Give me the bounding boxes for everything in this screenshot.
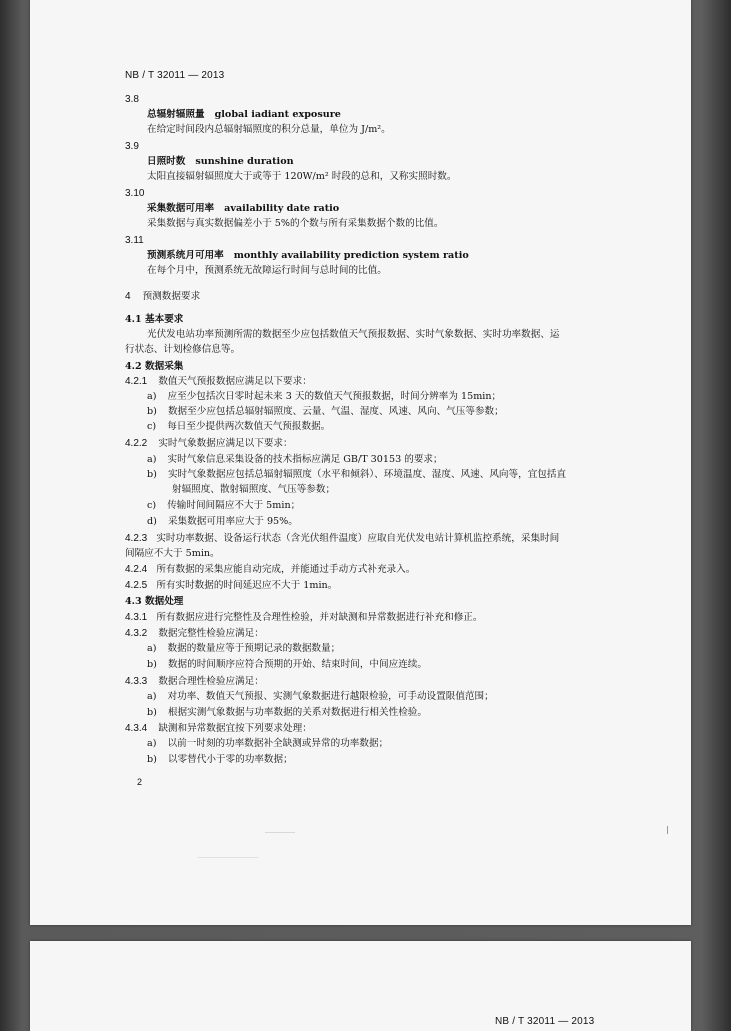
list-text: 应至少包括次日零时起未来 3 天的数值天气预报数据，时间分辨率为 15min； <box>167 391 502 402</box>
term-entry <box>147 203 339 215</box>
clause <box>125 612 483 624</box>
clause-number: 3.10 <box>125 188 145 199</box>
scan-speck <box>265 832 295 833</box>
subsection-heading: 4.2 数据采集 <box>125 361 184 372</box>
clause-number: 3.8 <box>125 94 139 105</box>
list-item <box>147 500 300 512</box>
list-item <box>147 738 388 750</box>
clause <box>125 628 264 640</box>
term-definition: 在每个月中，预测系统无故障运行时间与总时间的比值。 <box>147 265 387 276</box>
clause <box>125 676 264 688</box>
term-chinese: 日照时数 <box>147 156 186 167</box>
clause <box>125 723 312 735</box>
clause <box>125 580 337 592</box>
list-label: a) <box>147 738 157 749</box>
section-heading <box>125 291 200 303</box>
section-title: 预测数据要求 <box>142 291 201 302</box>
clause-number: 4.2.2 <box>125 438 148 449</box>
list-text: 采集数据可用率应大于 95%。 <box>167 516 298 527</box>
list-item <box>147 707 427 719</box>
clause-number: 4.3.1 <box>125 612 148 623</box>
list-text: 数据的数量应等于预期记录的数据数量； <box>167 643 341 654</box>
list-text-continuation: 射辐照度、散射辐照度、气压等参数； <box>172 484 336 495</box>
subsection-heading: 4.1 基本要求 <box>125 314 184 325</box>
list-text: 实时气象信息采集设备的技术指标应满足 GB/T 30153 的要求； <box>167 454 443 465</box>
page-header: NB / T 32011 — 2013 <box>495 1016 595 1027</box>
clause-number: 3.11 <box>125 235 144 246</box>
term-english: availability date ratio <box>224 203 340 214</box>
list-item <box>147 754 293 766</box>
term-english: global iadiant exposure <box>214 109 341 120</box>
list-item <box>147 643 340 655</box>
scan-speck <box>667 826 668 834</box>
clause-number: 3.9 <box>125 141 139 152</box>
clause-number: 4.2.4 <box>125 564 148 575</box>
term-english: sunshine duration <box>195 156 294 167</box>
list-text: 根据实测气象数据与功率数据的关系对数据进行相关性检验。 <box>167 707 427 718</box>
scan-speck <box>198 857 258 858</box>
paragraph-line: 行状态、计划检修信息等。 <box>125 344 241 355</box>
list-label: b) <box>147 469 157 480</box>
list-item <box>147 391 501 403</box>
list-text: 传输时间间隔应不大于 5min； <box>167 500 301 511</box>
term-chinese: 预测系统月可用率 <box>147 250 224 261</box>
clause <box>125 376 312 388</box>
list-label: b) <box>147 707 157 718</box>
list-item <box>147 454 443 466</box>
document-page-2 <box>30 941 691 1031</box>
list-item <box>147 406 504 418</box>
list-text: 实时气象数据应包括总辐射辐照度（水平和倾斜）、环境温度、湿度、风速、风向等，宜包括直 <box>167 469 567 480</box>
list-label: d) <box>147 516 157 527</box>
list-label: b) <box>147 406 157 417</box>
list-item <box>147 469 566 481</box>
clause-text: 所有数据应进行完整性及合理性检验，并对缺测和异常数据进行补充和修正。 <box>156 612 483 623</box>
term-definition: 在给定时间段内总辐射辐照度的积分总量，单位为 J/m²。 <box>147 124 391 135</box>
list-label: c) <box>147 500 157 511</box>
list-text: 数据至少应包括总辐射辐照度、云量、气温、湿度、风速、风向、气压等参数； <box>167 406 504 417</box>
clause-text: 所有实时数据的时间延迟应不大于 1min。 <box>156 580 338 591</box>
paragraph-line: 光伏发电站功率预测所需的数据至少应包括数值天气预报数据、实时气象数据、实时功率数据、运 <box>147 329 560 340</box>
clause-text: 数据合理性检验应满足： <box>158 676 264 687</box>
clause-text: 实时气象数据应满足以下要求： <box>158 438 293 449</box>
list-label: a) <box>147 691 157 702</box>
clause-number: 4.3.3 <box>125 676 148 687</box>
list-text: 对功率、数值天气预报、实测气象数据进行越限检验，可手动设置限值范围； <box>167 691 494 702</box>
page-number: 2 <box>137 777 143 787</box>
list-text: 以前一时刻的功率数据补全缺测或异常的功率数据； <box>167 738 389 749</box>
subsection-heading: 4.3 数据处理 <box>125 596 184 607</box>
clause-text: 数值天气预报数据应满足以下要求： <box>158 376 312 387</box>
term-english: monthly availability prediction system ratio <box>233 250 469 261</box>
term-chinese: 总辐射辐照量 <box>147 109 205 120</box>
list-label: c) <box>147 421 157 432</box>
term-definition: 采集数据与真实数据偏差小于 5%的个数与所有采集数据个数的比值。 <box>147 218 444 229</box>
clause-number: 4.2.5 <box>125 580 148 591</box>
term-chinese: 采集数据可用率 <box>147 203 215 214</box>
list-label: b) <box>147 754 157 765</box>
clause-text: 所有数据的采集应能自动完成，并能通过手动方式补充录入。 <box>156 564 416 575</box>
page-header: NB / T 32011 — 2013 <box>125 70 225 81</box>
term-entry <box>147 109 341 121</box>
clause <box>125 438 293 450</box>
clause-number: 4.2.1 <box>125 376 148 387</box>
document-page-1 <box>30 0 691 925</box>
term-entry <box>147 156 294 168</box>
clause-number: 4.3.4 <box>125 723 148 734</box>
clause-text: 实时功率数据、设备运行状态（含光伏组件温度）应取自光伏发电站计算机监控系统，采集时间 <box>156 533 560 544</box>
term-entry <box>147 250 469 262</box>
list-item <box>147 421 330 433</box>
section-number: 4 <box>125 291 131 302</box>
list-label: b) <box>147 659 157 670</box>
clause-number: 4.3.2 <box>125 628 148 639</box>
clause-text: 数据完整性检验应满足： <box>158 628 264 639</box>
list-text: 以零替代小于零的功率数据； <box>167 754 293 765</box>
list-text: 数据的时间顺序应符合预期的开始、结束时间，中间应连续。 <box>167 659 427 670</box>
list-text: 每日至少提供两次数值天气预报数据。 <box>167 421 331 432</box>
clause-number: 4.2.3 <box>125 533 148 544</box>
term-definition: 太阳直接辐射辐照度大于或等于 120W/m² 时段的总和，又称实照时数。 <box>147 171 457 182</box>
list-label: a) <box>147 643 157 654</box>
clause <box>125 533 559 545</box>
list-label: a) <box>147 454 157 465</box>
clause <box>125 564 415 576</box>
list-label: a) <box>147 391 157 402</box>
list-item <box>147 659 427 671</box>
list-item <box>147 691 494 703</box>
list-item <box>147 516 298 528</box>
clause-text: 缺测和异常数据宜按下列要求处理： <box>158 723 312 734</box>
clause-text-continuation: 间隔应不大于 5min。 <box>125 548 220 559</box>
